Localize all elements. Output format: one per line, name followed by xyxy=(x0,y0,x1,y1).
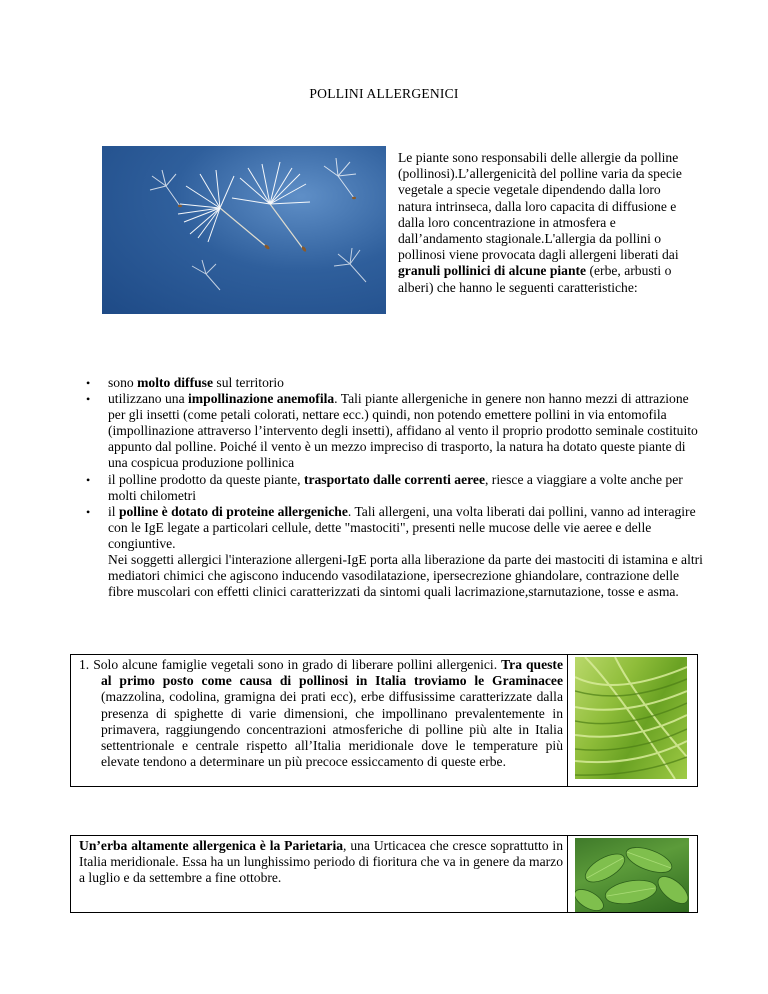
graminacee-body-text: (mazzolina, codolina, gramigna dei prati ecc), erbe diffusissime caratterizzate dalla presenza di spighette di varie dimensioni, che impollinano prevalentemente in primavera, raggiungendo concentrazioni atmosferiche di polline più alte in Italia settentrionale e centrale rispetto all’Italia meridionale dove le temperature più elevate tendono a determinare un più precoce essiccamento di queste erbe. xyxy=(101,689,563,770)
intro-text-end: (erbe, arbusti o alberi) che hanno le seguenti caratteristiche: xyxy=(398,263,672,295)
list-item xyxy=(108,391,708,471)
list-item-bold: trasportato dalle correnti aeree xyxy=(303,471,485,487)
list-item-text: , riesce a viaggiare a volte anche per molti chilometri xyxy=(108,471,683,503)
list-item xyxy=(108,504,708,601)
list-item-bold: molto diffuse xyxy=(137,375,213,390)
dandelion-seeds-image xyxy=(102,146,386,314)
item-number: 1. xyxy=(79,657,90,672)
parietaria-leaf-image xyxy=(575,838,689,912)
parietaria-table-row xyxy=(70,835,698,913)
graminacee-bold-text: Tra queste al primo posto come causa di pollinosi in Italia troviamo le Graminacee xyxy=(101,657,563,689)
list-item-text: . Tali allergeni, una volta liberati dai pollini, vanno ad interagire con le IgE legate a particolari cellule, dette "mastociti", presenti nelle mucose delle vie aeree e delle congiuntive. xyxy=(108,503,696,551)
list-item xyxy=(108,472,708,504)
intro-text: Le piante sono responsabili delle allergie da polline (pollinosi).L’allergenicità del polline varia da specie vegetale a specie vegetale dipendendo dalla loro natura intrinseca, dalla loro capacita di diffusione e dalla loro concentrazione in atmosfera e dall’andamento stagionale.L'allergia da pollini o pollinosi viene provocata dagli allergeni liberati dai xyxy=(398,150,682,263)
graminacee-intro-text: Solo alcune famiglie vegetali sono in grado di liberare pollini allergenici. xyxy=(89,657,502,672)
parietaria-bold-text: Un’erba altamente allergenica è la Parietaria xyxy=(79,838,344,853)
graminacee-text xyxy=(79,657,563,770)
list-item-bold: polline è dotato di proteine allergeniche xyxy=(118,503,348,519)
list-item xyxy=(108,375,708,391)
parietaria-text xyxy=(79,838,563,887)
intro-bold-text: granuli pollinici di alcune piante xyxy=(398,263,587,279)
cell-divider xyxy=(567,655,568,786)
parietaria-body-text: , una Urticacea che cresce soprattutto in Italia meridionale. Essa ha un lunghissimo periodo di fioritura che va in genere da marzo a luglio e da settembre a fine ottobre. xyxy=(79,838,564,886)
list-item-text: il polline prodotto da queste piante, xyxy=(108,471,304,487)
cell-divider xyxy=(567,836,568,912)
list-item-text: . Tali piante allergeniche in genere non hanno mezzi di attrazione per gli insetti (come petali colorati, nettare ecc.) quindi, non potendo emettere pollini in via entomofila (impollinazione attraverso l’intervento degli insetti), affidano al vento il proprio prodotto seminale costituito appunto dal polline. Poiché il vento è un mezzo impreciso di trasporto, la natura ha dotato queste piante di una cospicua produzione pollinica xyxy=(108,391,698,471)
page-title: POLLINI ALLERGENICI xyxy=(309,86,459,101)
grass-image xyxy=(575,657,687,779)
list-item-text: utilizzano una xyxy=(108,391,189,407)
list-item-bold: impollinazione anemofila xyxy=(188,391,335,407)
list-item-text: sul territorio xyxy=(213,375,284,390)
list-item-text: il xyxy=(108,503,119,519)
characteristics-list xyxy=(108,375,708,600)
list-item-text: sono xyxy=(108,375,138,390)
graminacee-table-row xyxy=(70,654,698,787)
list-item-note: Nei soggetti allergici l'interazione allergeni-IgE porta alla liberazione da parte dei mastociti di istamina e altri mediatori chimici che agiscono inducendo vasodilatazione, ipersecrezione ghiandolare, contrazione delle fibre muscolari con effetti clinici caratterizzati da sintomi quali lacrimazione,starnutazione, tosse e asma. xyxy=(108,552,703,600)
intro-paragraph xyxy=(398,150,698,296)
